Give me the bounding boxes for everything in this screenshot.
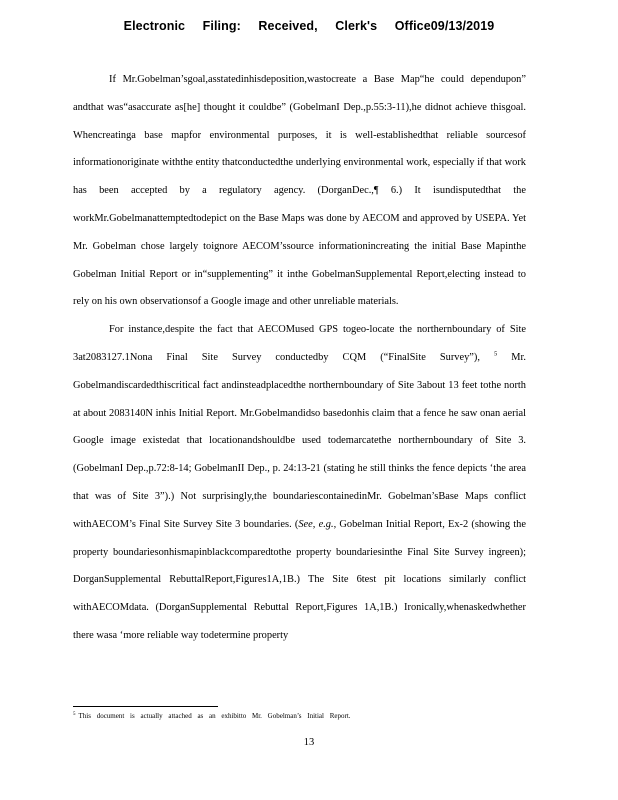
footnote-divider [73, 706, 218, 707]
paragraph-1: If Mr.Gobelman’sgoal,asstatedinhisdeposition,wastocreate a Base Map“he could dependupon” andthat was“asaccurate as[he] thought it couldbe” (GobelmanI Dep.,p.55:3-11),he didnot achieve thisgoal. Whencreatinga base mapfor environmental purposes, it is well-establishedthat reliable sourcesof informationoriginate withthe entity thatconductedthe underlying environmental work, especially if that work has been accepted by a regulatory agency. (DorganDec.,¶ 6.) It isundisputedthat the workMr.Gobelmanattemptedtodepict on the Base Maps was done by AECOM and approved by USEPA. Yet Mr. Gobelman chose largely toignore AECOM’ssource informationincreating the initial Base Mapinthe Gobelman Initial Report or in“supplementing” it inthe GobelmanSupplemental Report,electing instead to rely on his own observationsof a Google image and other unreliable materials. [73, 74, 526, 308]
paragraph-2 [73, 316, 526, 650]
paragraph-2-middle: Mr. Gobelmandiscardedthiscritical fact andinsteadplacedthe northernboundary of Site 3about 13 feet tothe north at about 2083140N inhis Initial Report. Mr.Gobelmandidso basedonhis claim that a fence he saw onan aerial Google image existedat that locationandshouldbe used todemarcatethe northernboundary of Site 3. (GobelmanI Dep.,p.72:8-14; GobelmanII Dep., p. 24:13-21 (stating he still thinks the fence depicts ‘the area that was of Site 3”).) Not surprisingly,the boundariescontainedinMr. Gobelman’sBase Maps conflict withAECOM’s Final Site Survey Site 3 boundaries. ( [73, 351, 526, 530]
paragraph-2-start: For instance,despite the fact that AECOMused GPS togeo-locate the northernboundary of Site 3at2083127.1Nona Final Site Survey conductedby CQM (“FinalSite Survey”), [73, 324, 526, 363]
page-number: 13 [303, 737, 315, 748]
footnote-reference: 5 [493, 350, 498, 358]
citation-signal: See, e.g., [298, 518, 337, 530]
footnote-mark: 5 [73, 711, 76, 717]
filing-header: Electronic Filing: Received, Clerk's Office09/13/2019 [123, 19, 495, 33]
footnote [73, 712, 526, 720]
footnote-text: This document is actually attached as an exhibitto Mr. Gobelman’s Initial Report. [78, 712, 351, 720]
paragraph-2-end: Gobelman Initial Report, Ex-2 (showing the property boundariesonhismapinblackcomparedtothe property boundariesinthe Final Site Survey ingreen); DorganSupplemental RebuttalReport,Figures1A,1B.) The Site 6test pit locations similarly conflict withAECOMdata. (DorganSupplemental Rebuttal Report,Figures 1A,1B.) Ironically,whenaskedwhether there wasa ‘more reliable way todetermine property [73, 518, 526, 641]
document-body [73, 66, 526, 650]
